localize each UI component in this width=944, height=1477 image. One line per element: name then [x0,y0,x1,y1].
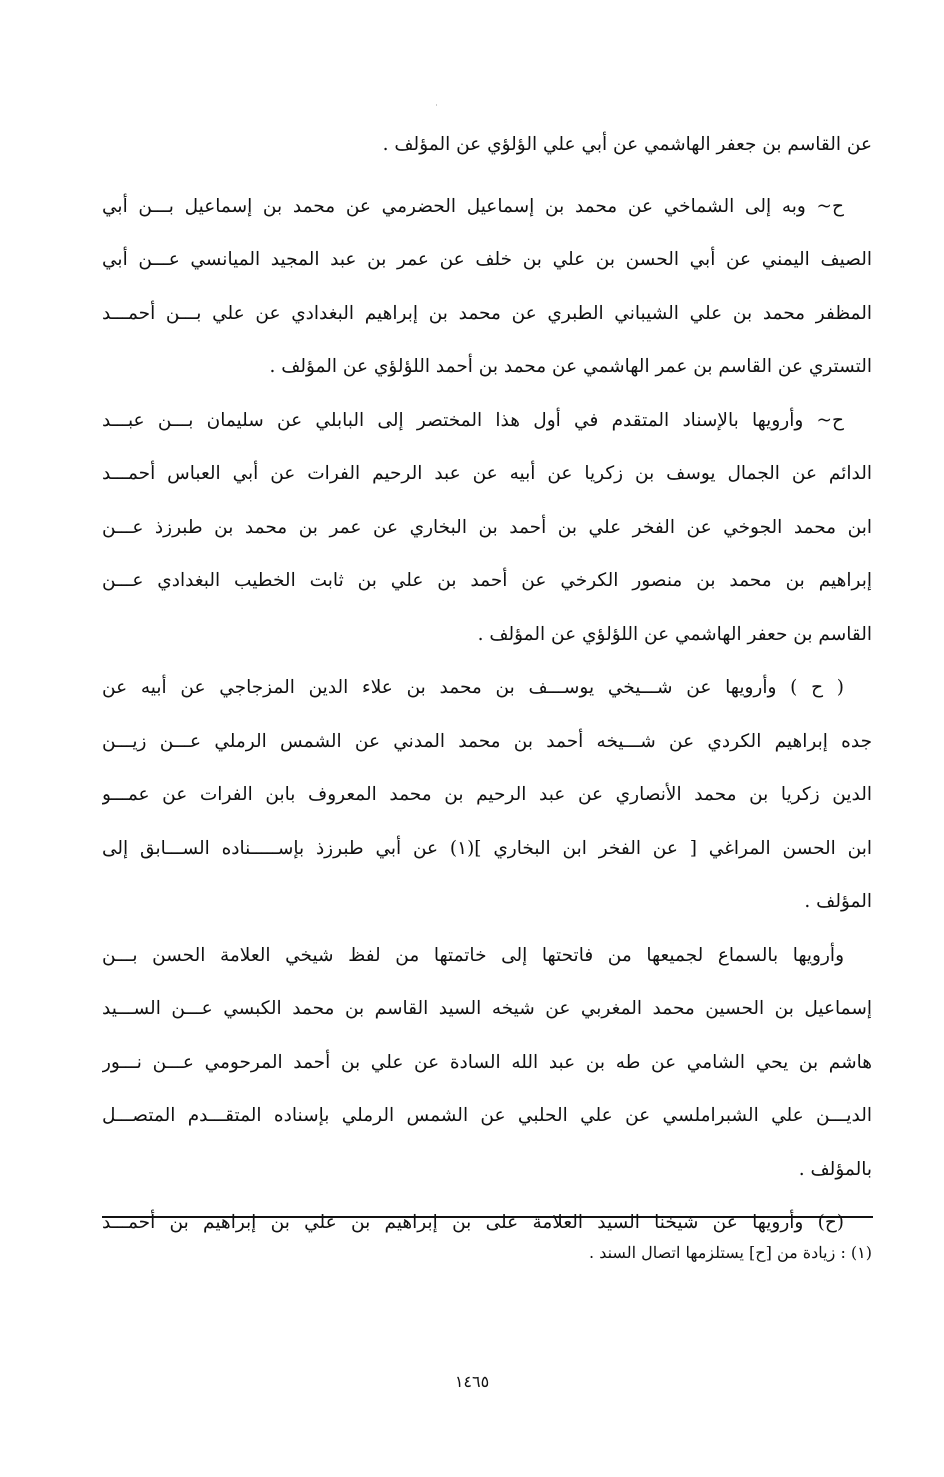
text-line: الصيف اليمني عن أبي الحسن بن علي بن خلف عن عمر بن عبد المجيد الميانسي عـــن أبي [102,249,872,270]
scan-mark [436,104,437,106]
page-number: ١٤٦٥ [454,1372,490,1391]
text-line: المظفر محمد بن علي الشيباني الطبري عن محمد بن إبراهيم البغدادي عن علي بـــن أحمـــد [102,302,872,324]
text-line: ح~ وبه إلى الشماخي عن محمد بن إسماعيل الحضرمي عن محمد بن إسماعيل بـــن أبي [102,195,844,217]
text-line: الدائم عن الجمال يوسف بن زكريا عن أبيه عن عبد الرحيم الفرات عن أبي العباس أحمـــد [102,463,872,484]
footnote-divider [102,1216,873,1218]
text-line: ( ح ) وأرويها عن شـــيخي يوســـف بن محمد بن علاء الدين المزجاجي عن أبيه عن [102,677,844,698]
text-line: إبراهيم بن محمد بن منصور الكرخي عن أحمد بن علي بن ثابت الخطيب البغدادي عـــن [102,570,872,591]
body-text [102,118,872,1250]
text-line: المؤلف . [804,891,872,912]
text-line: الديـــن علي الشبراملسي عن علي الحلبي عن الشمس الرملي بإسناده المتقـــدم المتصـــل [102,1105,872,1126]
text-line: جده إبراهيم الكردي عن شـــيخه أحمد بن محمد المدني عن الشمس الرملي عـــن زيـــن [102,730,872,752]
text-line: (ح) وأرويها عن شيخنا السيد العلامة على بن إبراهيم بن علي بن إبراهيم بن أحمـــد [102,1212,845,1233]
text-line: القاسم بن حعفر الهاشمي عن اللؤلؤي عن المؤلف . [477,623,872,645]
text-line: ابن الحسن المراغي [ عن الفخر ابن البخاري ](١) عن أبي طبرزذ بإســـــناده الســـابق إلى [102,837,872,859]
text-line: التستري عن القاسم بن عمر الهاشمي عن محمد بن أحمد اللؤلؤي عن المؤلف . [269,356,872,377]
text-line: إسماعيل بن الحسين محمد المغربي عن شيخه السيد القاسم بن محمد الكبسي عـــن الســـيد [102,998,872,1019]
text-line: عن القاسم بن جعفر الهاشمي عن أبي علي الؤلؤي عن المؤلف . [382,134,872,155]
text-line: وأرويها بالسماع لجميعها من فاتحتها إلى خاتمتها من لفظ شيخي العلامة الحسن بـــن [102,944,844,966]
text-line: ابن محمد الجوخي عن الفخر علي بن أحمد بن البخاري عن عمر بن محمد بن طبرزذ عـــن [102,516,872,538]
text-line: الدين زكريا بن محمد الأنصاري عن عبد الرحيم بن محمد المعروف بابن الفرات عن عمـــو [102,784,872,805]
footnote: (١) : زيادة من [ح] يستلزمها اتصال السند . [589,1243,872,1262]
text-line: بالمؤلف . [798,1158,872,1180]
text-line: ح~ وأرويها بالإسناد المتقدم في أول هذا المختصر إلى البابلي عن سليمان بـــن عبـــد [102,409,844,431]
text-line: هاشم بن يحي الشامي عن طه بن عبد الله السادة عن علي بن أحمد المرحومي عـــن نـــور [102,1051,872,1073]
